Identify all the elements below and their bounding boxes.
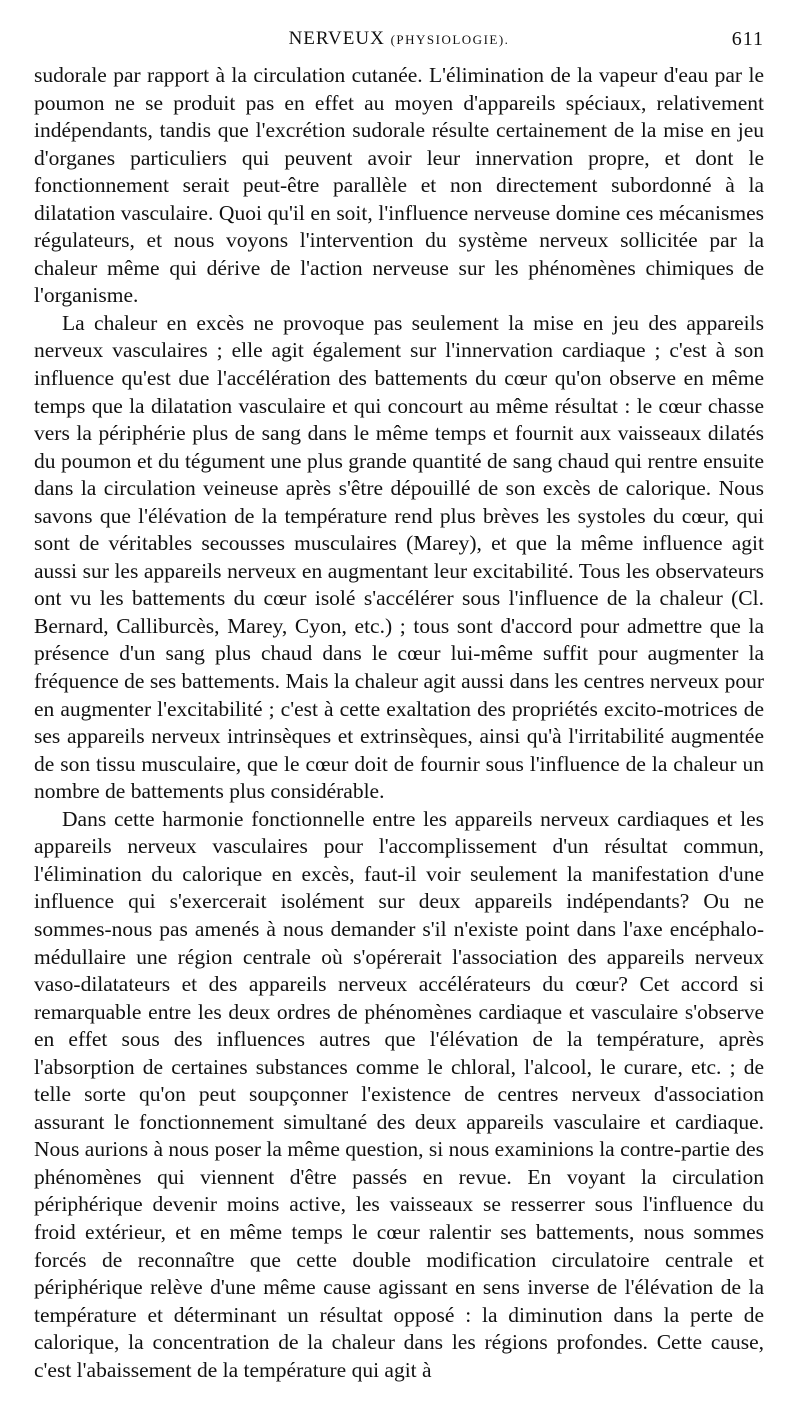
body-text [34, 62, 764, 1384]
page-number: 611 [731, 28, 764, 50]
running-head [34, 28, 764, 54]
paragraph-1: sudorale par rapport à la circulation cutanée. L'élimination de la vapeur d'eau par le poumon ne se produit pas en effet au moyen d'appareils spéciaux, relativement indépendants, tandis que l'excrétion sudorale résulte certainement de la mise en jeu d'organes particuliers qui peuvent avoir leur innervation propre, et dont le fonctionnement serait peut-être parallèle et non directement subordonné à la dilatation vasculaire. Quoi qu'il en soit, l'influence nerveuse domine ces mécanismes régulateurs, et nous voyons l'intervention du système nerveux sollicitée par la chaleur même qui dérive de l'action nerveuse sur les phénomènes chimiques de l'organisme. [34, 63, 764, 308]
paragraph-2: La chaleur en excès ne provoque pas seulement la mise en jeu des appareils nerveux vasculaires ; elle agit également sur l'innervation cardiaque ; c'est à son influence qu'est due l'accélération des battements du cœur qu'on observe en même temps que la dilatation vasculaire et qui concourt au même résultat : le cœur chasse vers la périphérie plus de sang dans le même temps et fournit aux vaisseaux dilatés du poumon et du tégument une plus grande quantité de sang chaud qui rentre ensuite dans la circulation veineuse après s'être dépouillé de son excès de calorique. Nous savons que l'élévation de la température rend plus brèves les systoles du cœur, qui sont de véritables secousses musculaires (Marey), et que la même influence agit aussi sur les appareils nerveux en augmentant leur excitabilité. Tous les observateurs ont vu les battements du cœur isolé s'accélérer sous l'influence de la chaleur (Cl. Bernard, Calliburcès, Marey, Cyon, etc.) ; tous sont d'accord pour admettre que la présence d'un sang plus chaud dans le cœur lui-même suffit pour augmenter la fréquence de ses battements. Mais la chaleur agit aussi dans les centres nerveux pour en augmenter l'excitabilité ; c'est à cette exaltation des propriétés excito-motrices de ses appareils nerveux intrinsèques et extrinsèques, ainsi qu'à l'irritabilité augmentée de son tissu musculaire, que le cœur doit de fournir sous l'influence de la chaleur un nombre de battements plus considérable. [34, 310, 764, 804]
running-title-main: NERVEUX [288, 28, 385, 49]
running-title-sub: (PHYSIOLOGIE). [390, 32, 510, 47]
paragraph-3: Dans cette harmonie fonctionnelle entre les appareils nerveux cardiaques et les appareils nerveux vasculaires pour l'accomplissement d'un résultat commun, l'élimination du calorique en excès, faut-il voir seulement la manifestation d'une influence qui s'exercerait isolément sur deux appareils indépendants? Ou ne sommes-nous pas amenés à nous demander s'il n'existe point dans l'axe encéphalo-médullaire une région centrale où s'opérerait l'association des appareils nerveux vaso-dilatateurs et des appareils nerveux accélérateurs du cœur? Cet accord si remarquable entre les deux ordres de phénomènes cardiaque et vasculaire s'observe en effet sous des influences autres que l'élévation de la température, après l'absorption de certaines substances comme le chloral, l'alcool, le curare, etc. ; de telle sorte qu'on peut soupçonner l'existence de centres nerveux d'association assurant le fonctionnement simultané des deux appareils vasculaire et cardiaque. Nous aurions à nous poser la même question, si nous examinions la contre-partie des phénomènes qui viennent d'être passés en revue. En voyant la circulation périphérique devenir moins active, les vaisseaux se resserrer sous l'influence du froid extérieur, et en même temps le cœur ralentir ses battements, nous sommes forcés de reconnaître que cette double modification circulatoire centrale et périphérique relève d'une même cause agissant en sens inverse de l'élévation de la température et déterminant un résultat opposé : la diminution dans la perte de calorique, la concentration de la chaleur dans les régions profondes. Cette cause, c'est l'abaissement de la température qui agit à [34, 806, 764, 1382]
running-title [289, 28, 510, 50]
